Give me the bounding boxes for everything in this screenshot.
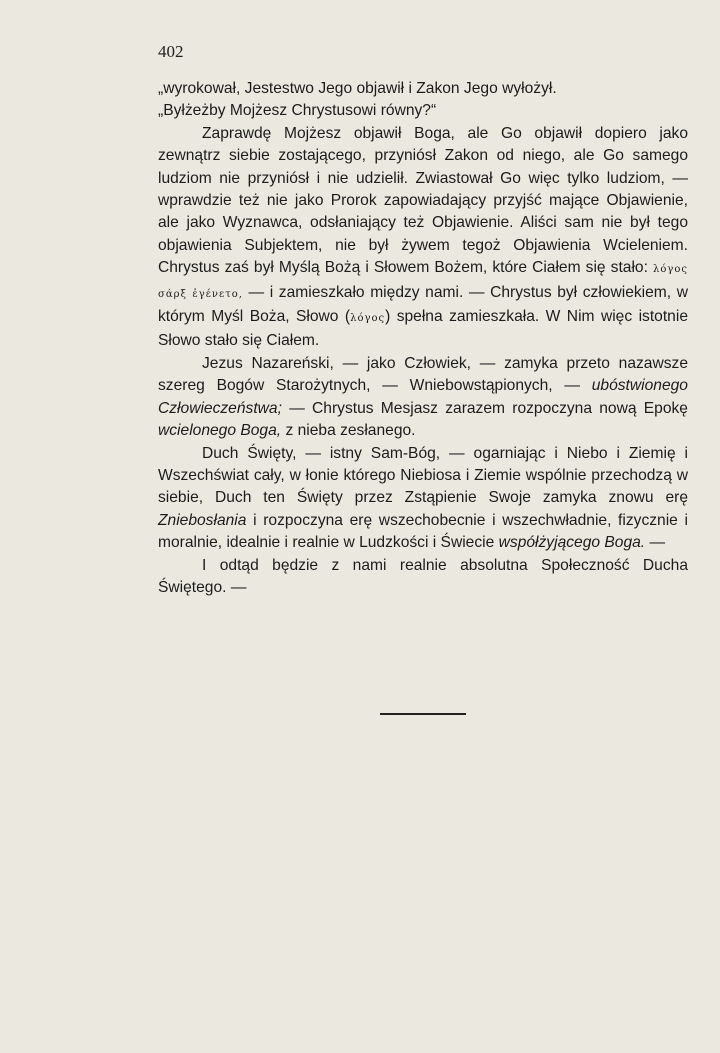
paragraph-3-part-a: Jezus Nazareński, — jako Człowiek, — zamyka przeto nazawsze szereg Bogów Starożytnych, — Wniebowstąpionych, —	[158, 354, 688, 395]
paragraph-5	[158, 555, 688, 600]
paragraph-4	[158, 443, 688, 555]
italic-phrase-2: wcielonego Boga,	[158, 422, 282, 440]
italic-phrase-1: ubóstwionego Człowieczeństwa;	[158, 377, 688, 417]
greek-phrase: λόγος σάρξ ἐγένετο,	[158, 264, 688, 300]
paragraph-5-text: I odtąd będzie z nami realnie absolutna Społeczność Ducha Świętego. —	[158, 556, 688, 596]
quote-line-1: „wyrokował, Jestestwo Jego objawił i Zakon Jego wyłożył.	[158, 80, 557, 97]
body-text	[158, 78, 688, 599]
closing-rule	[380, 713, 466, 715]
italic-phrase-3: Zniebosłania	[158, 511, 247, 529]
italic-phrase-4: współżyjącego Boga.	[498, 534, 646, 552]
paragraph-2	[158, 123, 688, 353]
paragraph-3	[158, 353, 688, 443]
page-number: 402	[158, 42, 184, 61]
paragraph-4-part-b: i rozpoczyna erę wszechobecnie i wszechwładnie, fizycznie i moralnie, idealnie i realnie w Ludzkości i Świecie	[158, 511, 688, 552]
paragraph-2-part-c: ) spełna zamieszkała. W Nim więc istotnie Słowo stało się Ciałem.	[158, 308, 688, 350]
paragraph-2-part-b: — i zamieszkało między nami. — Chrystus był człowiekiem, w którym Myśl Boża, Słowo (	[158, 283, 688, 326]
paragraph-4-part-a: Duch Święty, — istny Sam-Bóg, — ogarniając i Niebo i Ziemię i Wszechświat cały, w łonie którego Niebiosa i Ziemie wspólnie przechodzą w siebie, Duch ten Święty przez Zstąpienie Swoje zamyka znowu erę	[158, 444, 688, 507]
greek-word: λόγος	[350, 313, 386, 325]
quote-line-2: „Byłżeżby Mojżesz Chrystusowi równy?“	[158, 102, 437, 120]
paragraph-2-part-a: Zaprawdę Mojżesz objawił Boga, ale Go objawił dopiero jako zewnątrz siebie zostającego, przyniósł Zakon od niego, ale Go samego ludziom nie przyniósł i nie udzielił. Zwiastował Go więc tylko ludziom, — wprawdzie też nie jako Prorok zapowiadający przyjść mające Objawienie, ale jako Wyznawca, odsłaniający też Objawienie. Aliści sam nie był tego objawienia Subjektem, nie był żywem tegoż Objawienia Wcieleniem. Chrystus zaś był Myślą Bożą i Słowem Bożem, które Ciałem się stało:	[158, 124, 688, 277]
paragraph-3-part-b: — Chrystus Mesjasz zarazem rozpoczyna nową Epokę	[289, 399, 688, 417]
paragraph-4-part-c: —	[649, 534, 666, 552]
paragraph-3-part-c: z nieba zesłanego.	[285, 422, 416, 440]
paragraph-1	[158, 78, 688, 123]
